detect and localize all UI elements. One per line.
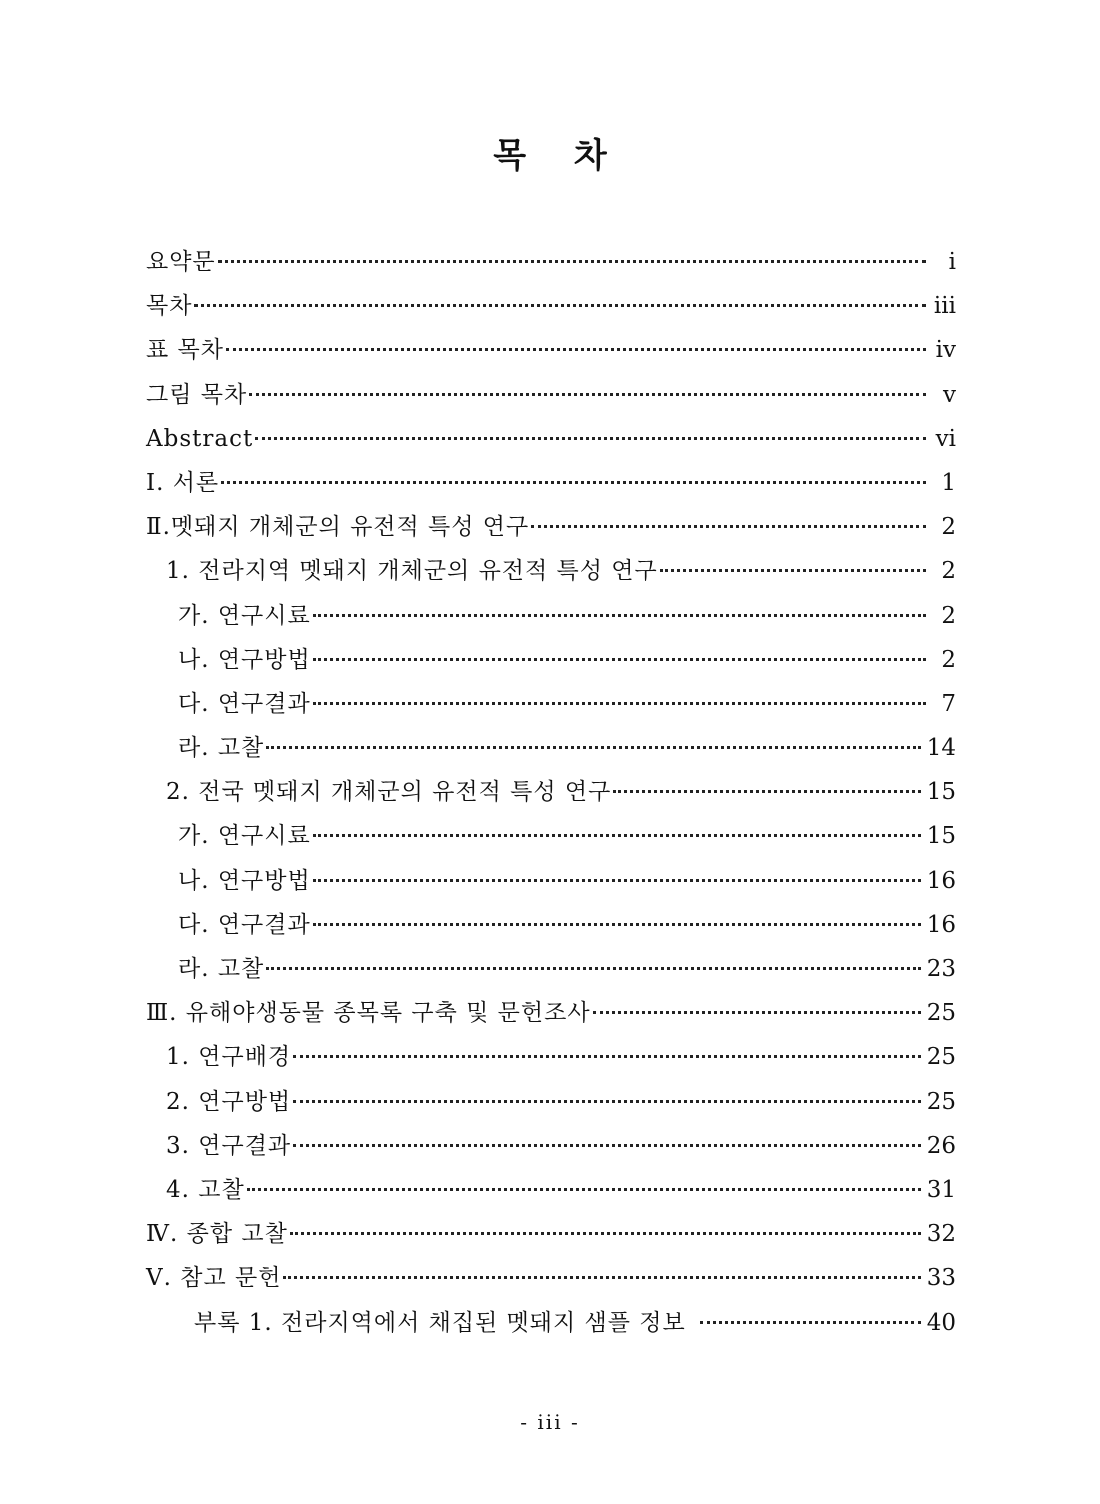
dot-leader [613, 790, 920, 793]
toc-entry-page: 15 [926, 823, 956, 850]
toc-entry[interactable] [146, 638, 956, 682]
dot-leader [247, 1188, 921, 1191]
toc-entry-page: 26 [926, 1132, 956, 1159]
toc-entry[interactable] [146, 682, 956, 726]
dot-leader [593, 1011, 921, 1014]
toc-entry[interactable] [146, 1212, 956, 1256]
toc-entry[interactable] [146, 1168, 956, 1212]
toc-entry-page: 32 [926, 1221, 956, 1248]
toc-entry-page: 40 [926, 1309, 956, 1336]
dot-leader [226, 348, 926, 351]
toc-entry[interactable] [146, 1256, 956, 1300]
toc-entry-label: 나. 연구방법 [178, 646, 311, 673]
toc-entry[interactable] [146, 814, 956, 858]
dot-leader [249, 393, 926, 396]
toc-entry-label: Ⅲ. 유해야생동물 종목록 구축 및 문헌조사 [146, 1000, 591, 1027]
toc-entry-page: 7 [941, 690, 956, 717]
dot-leader [313, 658, 926, 661]
toc-entry-page: 25 [926, 1044, 956, 1071]
toc-entry[interactable] [146, 903, 956, 947]
toc-entry[interactable] [146, 461, 956, 505]
toc-entry-page: iv [935, 337, 956, 364]
toc-entry-label: 라. 고찰 [178, 956, 265, 982]
dot-leader [194, 304, 926, 307]
toc-entry-label: 3. 연구결과 [166, 1132, 292, 1159]
dot-leader [221, 481, 926, 484]
toc-entry[interactable] [146, 373, 956, 417]
toc-entry-page: 23 [926, 956, 956, 982]
toc-entry-label: 다. 연구결과 [178, 911, 311, 938]
toc-entry-page: 2 [941, 514, 956, 541]
toc-entry-label: 표 목차 [146, 337, 224, 364]
toc-entry-label: 2. 전국 멧돼지 개체군의 유전적 특성 연구 [166, 779, 612, 806]
toc-entry-label: 그림 목차 [146, 381, 248, 408]
toc-entry[interactable] [146, 947, 956, 991]
toc-entry-label: Abstract [146, 425, 254, 452]
toc-entry-label: 가. 연구시료 [178, 823, 311, 850]
toc-entry[interactable] [146, 549, 956, 593]
page-number: - iii - [520, 1410, 580, 1434]
toc-entry-label: Ⅰ. 서론 [146, 469, 220, 496]
toc-entry[interactable] [146, 417, 956, 461]
toc-entry[interactable] [146, 1035, 956, 1079]
toc-entry-page: 2 [941, 602, 956, 629]
dot-leader [255, 437, 926, 440]
dot-leader [313, 614, 926, 617]
toc-entry[interactable] [146, 726, 956, 770]
toc-entry-page: iii [933, 293, 956, 320]
toc-entry[interactable] [146, 328, 956, 372]
toc-entry-page: 16 [926, 911, 956, 938]
toc-entry-page: 14 [926, 735, 956, 762]
toc-entry-label: 1. 전라지역 멧돼지 개체군의 유전적 특성 연구 [166, 558, 658, 585]
toc-entry[interactable] [146, 1080, 956, 1124]
dot-leader [283, 1276, 920, 1279]
dot-leader [293, 1055, 921, 1058]
toc-entry-page: 1 [941, 469, 956, 496]
toc-entry-label: Ⅴ. 참고 문헌 [146, 1265, 282, 1292]
page-title: 목 차 [493, 136, 625, 176]
dot-leader [700, 1321, 921, 1324]
dot-leader [218, 260, 926, 263]
toc-entry-page: 2 [941, 558, 956, 585]
dot-leader [313, 879, 921, 882]
toc-entry-label: 목차 [146, 293, 193, 320]
toc-entry-page: v [943, 381, 956, 408]
toc-entry-page: 15 [926, 779, 956, 806]
toc-entry-label: 나. 연구방법 [178, 867, 311, 894]
toc-entry-label: 요약문 [146, 249, 216, 275]
toc-entry-label: 가. 연구시료 [178, 602, 311, 629]
toc-entry-label: Ⅱ.멧돼지 개체군의 유전적 특성 연구 [146, 514, 530, 541]
toc-entry[interactable] [146, 505, 956, 549]
toc-entry-label: 4. 고찰 [166, 1176, 245, 1203]
dot-leader [313, 702, 926, 705]
toc-entry-label: 2. 연구방법 [166, 1088, 292, 1115]
dot-leader [293, 1144, 921, 1147]
toc-entry[interactable] [146, 859, 956, 903]
toc-entry-page: 31 [926, 1176, 956, 1203]
toc-entry-page: 16 [926, 867, 956, 894]
toc-entry-label: Ⅳ. 종합 고찰 [146, 1221, 288, 1248]
toc-entry-label: 1. 연구배경 [166, 1044, 292, 1071]
dot-leader [266, 746, 920, 749]
toc-entry[interactable] [146, 1301, 956, 1345]
toc-entry[interactable] [146, 594, 956, 638]
toc-entry-page: 25 [926, 1000, 956, 1027]
toc-entry-page: vi [935, 425, 956, 452]
dot-leader [660, 569, 926, 572]
toc-entry-page: 33 [926, 1265, 956, 1292]
toc-entry-page: 2 [941, 646, 956, 673]
toc-entry[interactable] [146, 770, 956, 814]
toc-entry-label: 라. 고찰 [178, 735, 265, 762]
dot-leader [313, 923, 921, 926]
table-of-contents [146, 240, 956, 1345]
dot-leader [290, 1232, 921, 1235]
dot-leader [531, 525, 926, 528]
toc-entry-label: 부록 1. 전라지역에서 채집된 멧돼지 샘플 정보 [194, 1309, 686, 1336]
toc-entry-page: i [948, 249, 956, 275]
toc-entry[interactable] [146, 284, 956, 328]
toc-entry-page: 25 [926, 1088, 956, 1115]
toc-entry[interactable] [146, 240, 956, 284]
toc-entry[interactable] [146, 991, 956, 1035]
dot-leader [313, 834, 921, 837]
toc-entry-label: 다. 연구결과 [178, 690, 311, 717]
dot-leader [293, 1100, 921, 1103]
toc-entry[interactable] [146, 1124, 956, 1168]
dot-leader [266, 967, 920, 970]
